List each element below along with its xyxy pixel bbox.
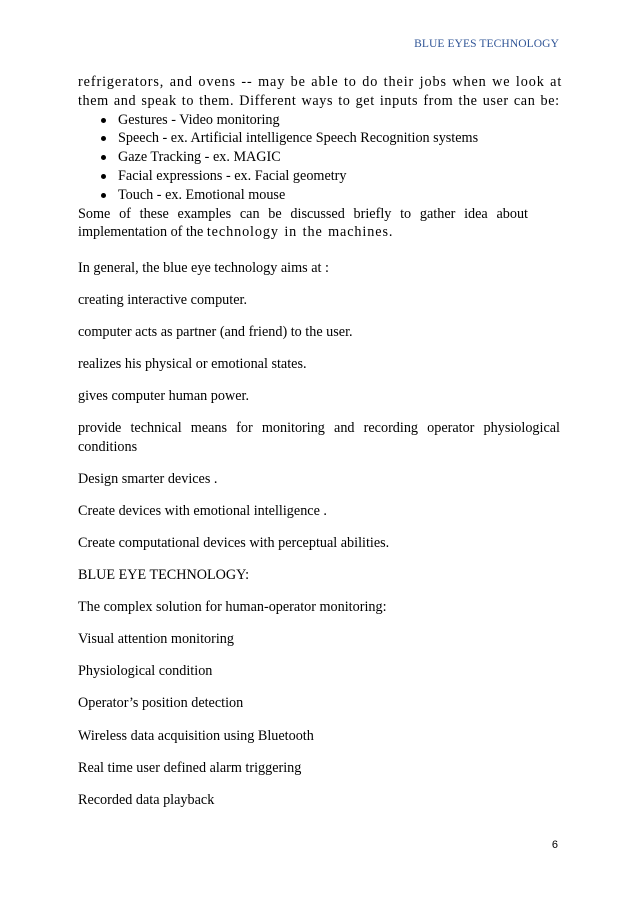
examples-line-1: Some of these examples can be discussed briefly to gather idea about	[78, 205, 528, 222]
solution-item: Wireless data acquisition using Bluetooth	[78, 728, 314, 744]
list-item: Gestures - Video monitoring	[78, 111, 560, 130]
solution-item: Operator’s position detection	[78, 695, 244, 711]
intro-line-1: refrigerators, and ovens -- may be able to do their jobs when we look at	[78, 74, 563, 90]
aim-item: creating interactive computer.	[78, 292, 247, 308]
intro-line-2	[78, 92, 560, 111]
solution-item: Real time user defined alarm triggering	[78, 760, 302, 776]
running-header: BLUE EYES TECHNOLOGY	[414, 38, 559, 50]
bullet-icon	[101, 136, 106, 141]
examples-line-2: implementation of the technology in the machines.	[78, 224, 394, 241]
solution-item: Physiological condition	[78, 663, 213, 679]
list-item: Touch - ex. Emotional mouse	[78, 186, 560, 205]
aim-item: gives computer human power.	[78, 388, 249, 404]
bullet-icon	[101, 174, 106, 179]
list-item: Facial expressions - ex. Facial geometry	[78, 167, 560, 186]
aim-item: computer acts as partner (and friend) to the user.	[78, 324, 353, 340]
intro-block	[78, 73, 563, 242]
aim-item: realizes his physical or emotional states.	[78, 356, 307, 372]
bullet-icon	[101, 118, 106, 123]
aims-intro: In general, the blue eye technology aims at :	[78, 260, 329, 276]
aim-item: Design smarter devices .	[78, 471, 218, 487]
input-methods-list	[78, 111, 560, 205]
list-item: Gaze Tracking - ex. MAGIC	[78, 148, 560, 167]
solution-intro: The complex solution for human-operator monitoring:	[78, 599, 387, 615]
solution-item: Recorded data playback	[78, 792, 215, 808]
page-number: 6	[551, 839, 558, 851]
aim-item: Create computational devices with perceptual abilities.	[78, 535, 390, 551]
bullet-icon	[101, 193, 106, 198]
bullet-icon	[101, 155, 106, 160]
list-item: Speech - ex. Artificial intelligence Speech Recognition systems	[78, 129, 560, 148]
intro-line-2-text: them and speak to them. Different ways to get inputs from the user can be:	[78, 92, 560, 109]
solution-item: Visual attention monitoring	[78, 631, 234, 647]
aim-item: provide technical means for monitoring and recording operator physiological conditions	[78, 420, 560, 455]
aim-item: Create devices with emotional intelligence .	[78, 503, 327, 519]
section-heading: BLUE EYE TECHNOLOGY:	[78, 567, 250, 583]
